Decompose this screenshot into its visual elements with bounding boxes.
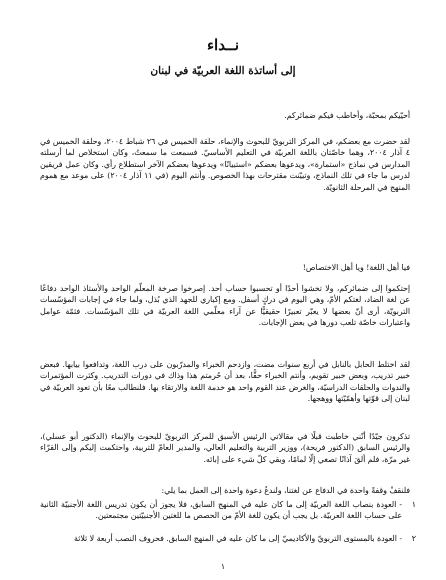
page-subtitle: إلى أساتذة اللغة العربيّة في لبنان — [150, 65, 296, 77]
list-item-text: - العودة بالمستوى التربويّ والأكاديميّ إلى ما كان عليه في المنهج السابق. فحروف النصب أربعة لا ثلاثة — [74, 534, 402, 543]
question-line: فيا أهل اللغة! ويا أهل الاختصاص! — [302, 263, 410, 272]
page-title: نــداء — [206, 36, 240, 54]
list-item — [40, 533, 416, 544]
paragraph-4: تذكرون جيّدًا أنّني خاطبت قبلًا في مقالاتي الرئيس الأسبق للمركز التربويّ للبحوث والإنماء (الدكتور أبو عسلي)، والرئيس السابق (الدكتور فريحة)، ووزير التربية والتعليم العالي، والمدير العامّ للتربية، واحتكمت إليكم وإلى القرّاء غير مرّة، فلم ألقَ آذانًا تصغي إلّا لمامًا، وبقي كلّ شيء على إبائه. — [40, 432, 410, 464]
paragraph-5: فلنقفْ وقفةً واحدة في الدفاع عن لغتنا، ولندعُ دعوة واحدة إلى العمل بما يلي: — [161, 486, 410, 495]
list-item — [40, 499, 416, 522]
greeting-paragraph: أحيّيكم بمحبّة، وأخاطب فيكم ضمائركم. — [284, 111, 410, 120]
paragraph-2: إحتكموا إلى ضمائركم، ولا تخشوا أحدًا أو تحسبوا حساب أحد. إصرخوا صرخة المعلّم الواحد والأستاذ الواحد دفاعًا عن لغة الضاد، لغتكم الأمّ، وهي اليوم في دركٍ أسفل. ومع إكباري للجهد الذي بُذل، ولما جاء في إجابات المؤسّسات التربويّة، أرى أنّ بعضها لا يعبّر تعبيرًا حقيقيًّا عن آراء معلّمي اللغة العربيّة في تلك المؤسّسات. فثمّة عوامل واعتبارات خاصّة تلعب دورها في بعض الإجابات. — [40, 284, 410, 328]
list-item-text: - العودة بنصاب اللغة العربيّة إلى ما كان عليه في المنهج السابق، فلا يجوز أن يكون تدريس اللغة الأجنبيّة الثانية على حساب اللغة العربيّة. بل يجب أن يكون للغة الأمّ من الحصص ما للغتين الأجنبيّتين مجتمعتين. — [40, 500, 402, 521]
paragraph-3: لقد اختلط الحابل بالنابل في أربع سنوات مضت، وازدحم الخبراء والمدرّبون على درب اللغة، وتدافعوا بيابها. فبعض خبير تدريب، وبعض خبير تقويم، وأنتم الخبراء حقًّا، بعد أن حُرمتم هذا وذاك في دورات التدريب. وكثرت المؤتمرات والندوات والحلقات الدراسيّة، والغرض عند القوم واحد هو خدمة اللغة والارتقاء بها. فلنطالب معًا بأن تعود العربيّة في لبنان إلى قوّتها وأهمّيّتها ووهجها. — [40, 360, 410, 404]
list-item-number: ١ — [411, 500, 416, 509]
list-item-number: ٢ — [411, 534, 416, 543]
paragraph-1: لقد حضرت مع بعضكم، في المركز التربويّ للبحوث والإنماء، حلقة الخميس في ٢٦ شباط ٢٠٠٤، وحلقة الخميس في ٤ آذار ٢٠٠٤، وهما خاصّتان باللغة العربيّة في التعليم الأساسيّ. فسمعت ما سمعتُ، وكان استخلاص لما أرسلته المدارس في نماذج «استمارة»، ويدعوها بعضكم «استبيانًا» ويدعوها بعضكم الآخر استطلاع رأي. وكان عمل فريقين لدرس ما جاء في تلك النماذج، وتبيّنت مقترحات بهذا الخصوص. وأنتم اليوم (في ١١ آذار ٢٠٠٤) على موعد مع هموم المنهج في المرحلة الثانويّة. — [40, 137, 411, 192]
page-number: ١ — [220, 562, 226, 571]
